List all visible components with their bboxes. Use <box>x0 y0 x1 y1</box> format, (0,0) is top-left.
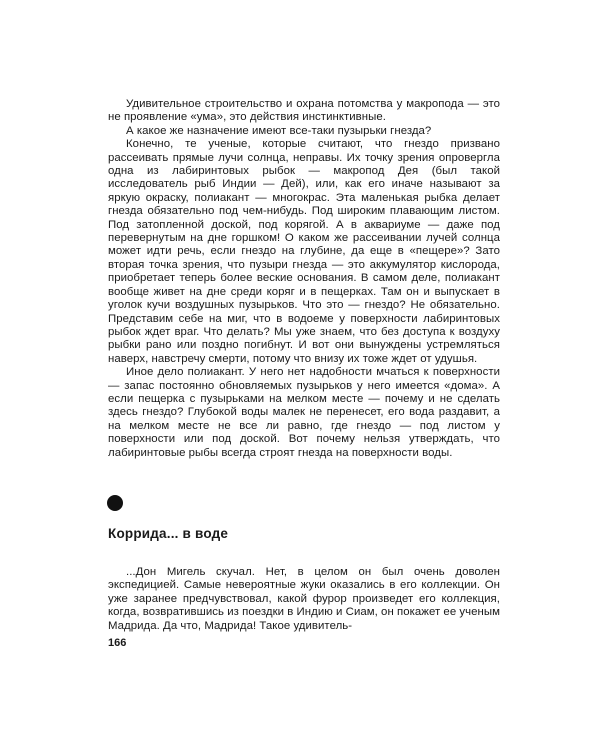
page-number: 166 <box>108 637 127 649</box>
paragraph: Удивительное строительство и охрана потомства у макропода — это не проявление «ума», это действия инстинктивные. <box>108 98 500 124</box>
section-bullet-icon <box>107 495 123 511</box>
paragraph: Конечно, те ученые, которые считают, что гнездо призвано рассеивать прямые лучи солнца, неправы. Их точку зрения опровергла одна из лабиринтовых рыбок — макропод Дея (был такой исследователь рыб Индии — Дей), или, как его иначе называют за яркую окраску, полиакант — многокрас. Эта маленькая рыбка делает гнезда обязательно под чем-нибудь. Под широким плавающим листом. Под затопленной доской, под корягой. А в аквариуме — даже под перевернутым на дне горшком! О каком же рассеивании лучей солнца может идти речь, если гнездо на глубине, да еще в «пещере»? Зато вторая точка зрения, что пузыри гнезда — это аккумулятор кислорода, приобретает теперь более веские основания. В самом деле, полиакант вообще живет на дне среди коряг и в пещерках. Там он и выпускает в уголок кучи воздушных пузырьков. Что это — гнездо? Не обязательно. Представим себе на миг, что в водоеме у поверхности лабиринтовых рыбок ждет враг. Что делать? Мы уже знаем, что без доступа к воздуху рыбки рано или поздно погибнут. И вот они вынуждены устремляться наверх, навстречу смерти, потому что внизу их тоже ждет от удушья. <box>108 138 500 365</box>
main-text <box>108 98 500 460</box>
paragraph: А какое же назначение имеют все-таки пузырьки гнезда? <box>126 124 432 137</box>
section-heading: Коррида... в воде <box>108 526 229 541</box>
paragraph: Иное дело полиакант. У него нет надобности мчаться к поверхности — запас постоянно обновляемых пузырьков у него имеется «дома». А если пещерка с пузырьками на мелком месте — почему и не сделать здесь гнездо? Глубокой воды малек не перенесет, его вода раздавит, а на мелком месте не все ли равно, где гнездо — под листом у поверхности или под доской. Вот почему нельзя утверждать, что лабиринтовые рыбы всегда строят гнезда на поверхности воды. <box>108 366 500 459</box>
section-text <box>108 566 500 633</box>
paragraph: ...Дон Мигель скучал. Нет, в целом он был очень доволен экспедицией. Самые невероятные жуки оказались в его коллекции. Он уже заранее предчувствовал, какой фурор произведет его коллекция, когда, возвратившись из поездки в Индию и Сиам, он покажет ее ученым Мадрида. Да что, Мадрида! Такое удивитель- <box>108 566 500 632</box>
